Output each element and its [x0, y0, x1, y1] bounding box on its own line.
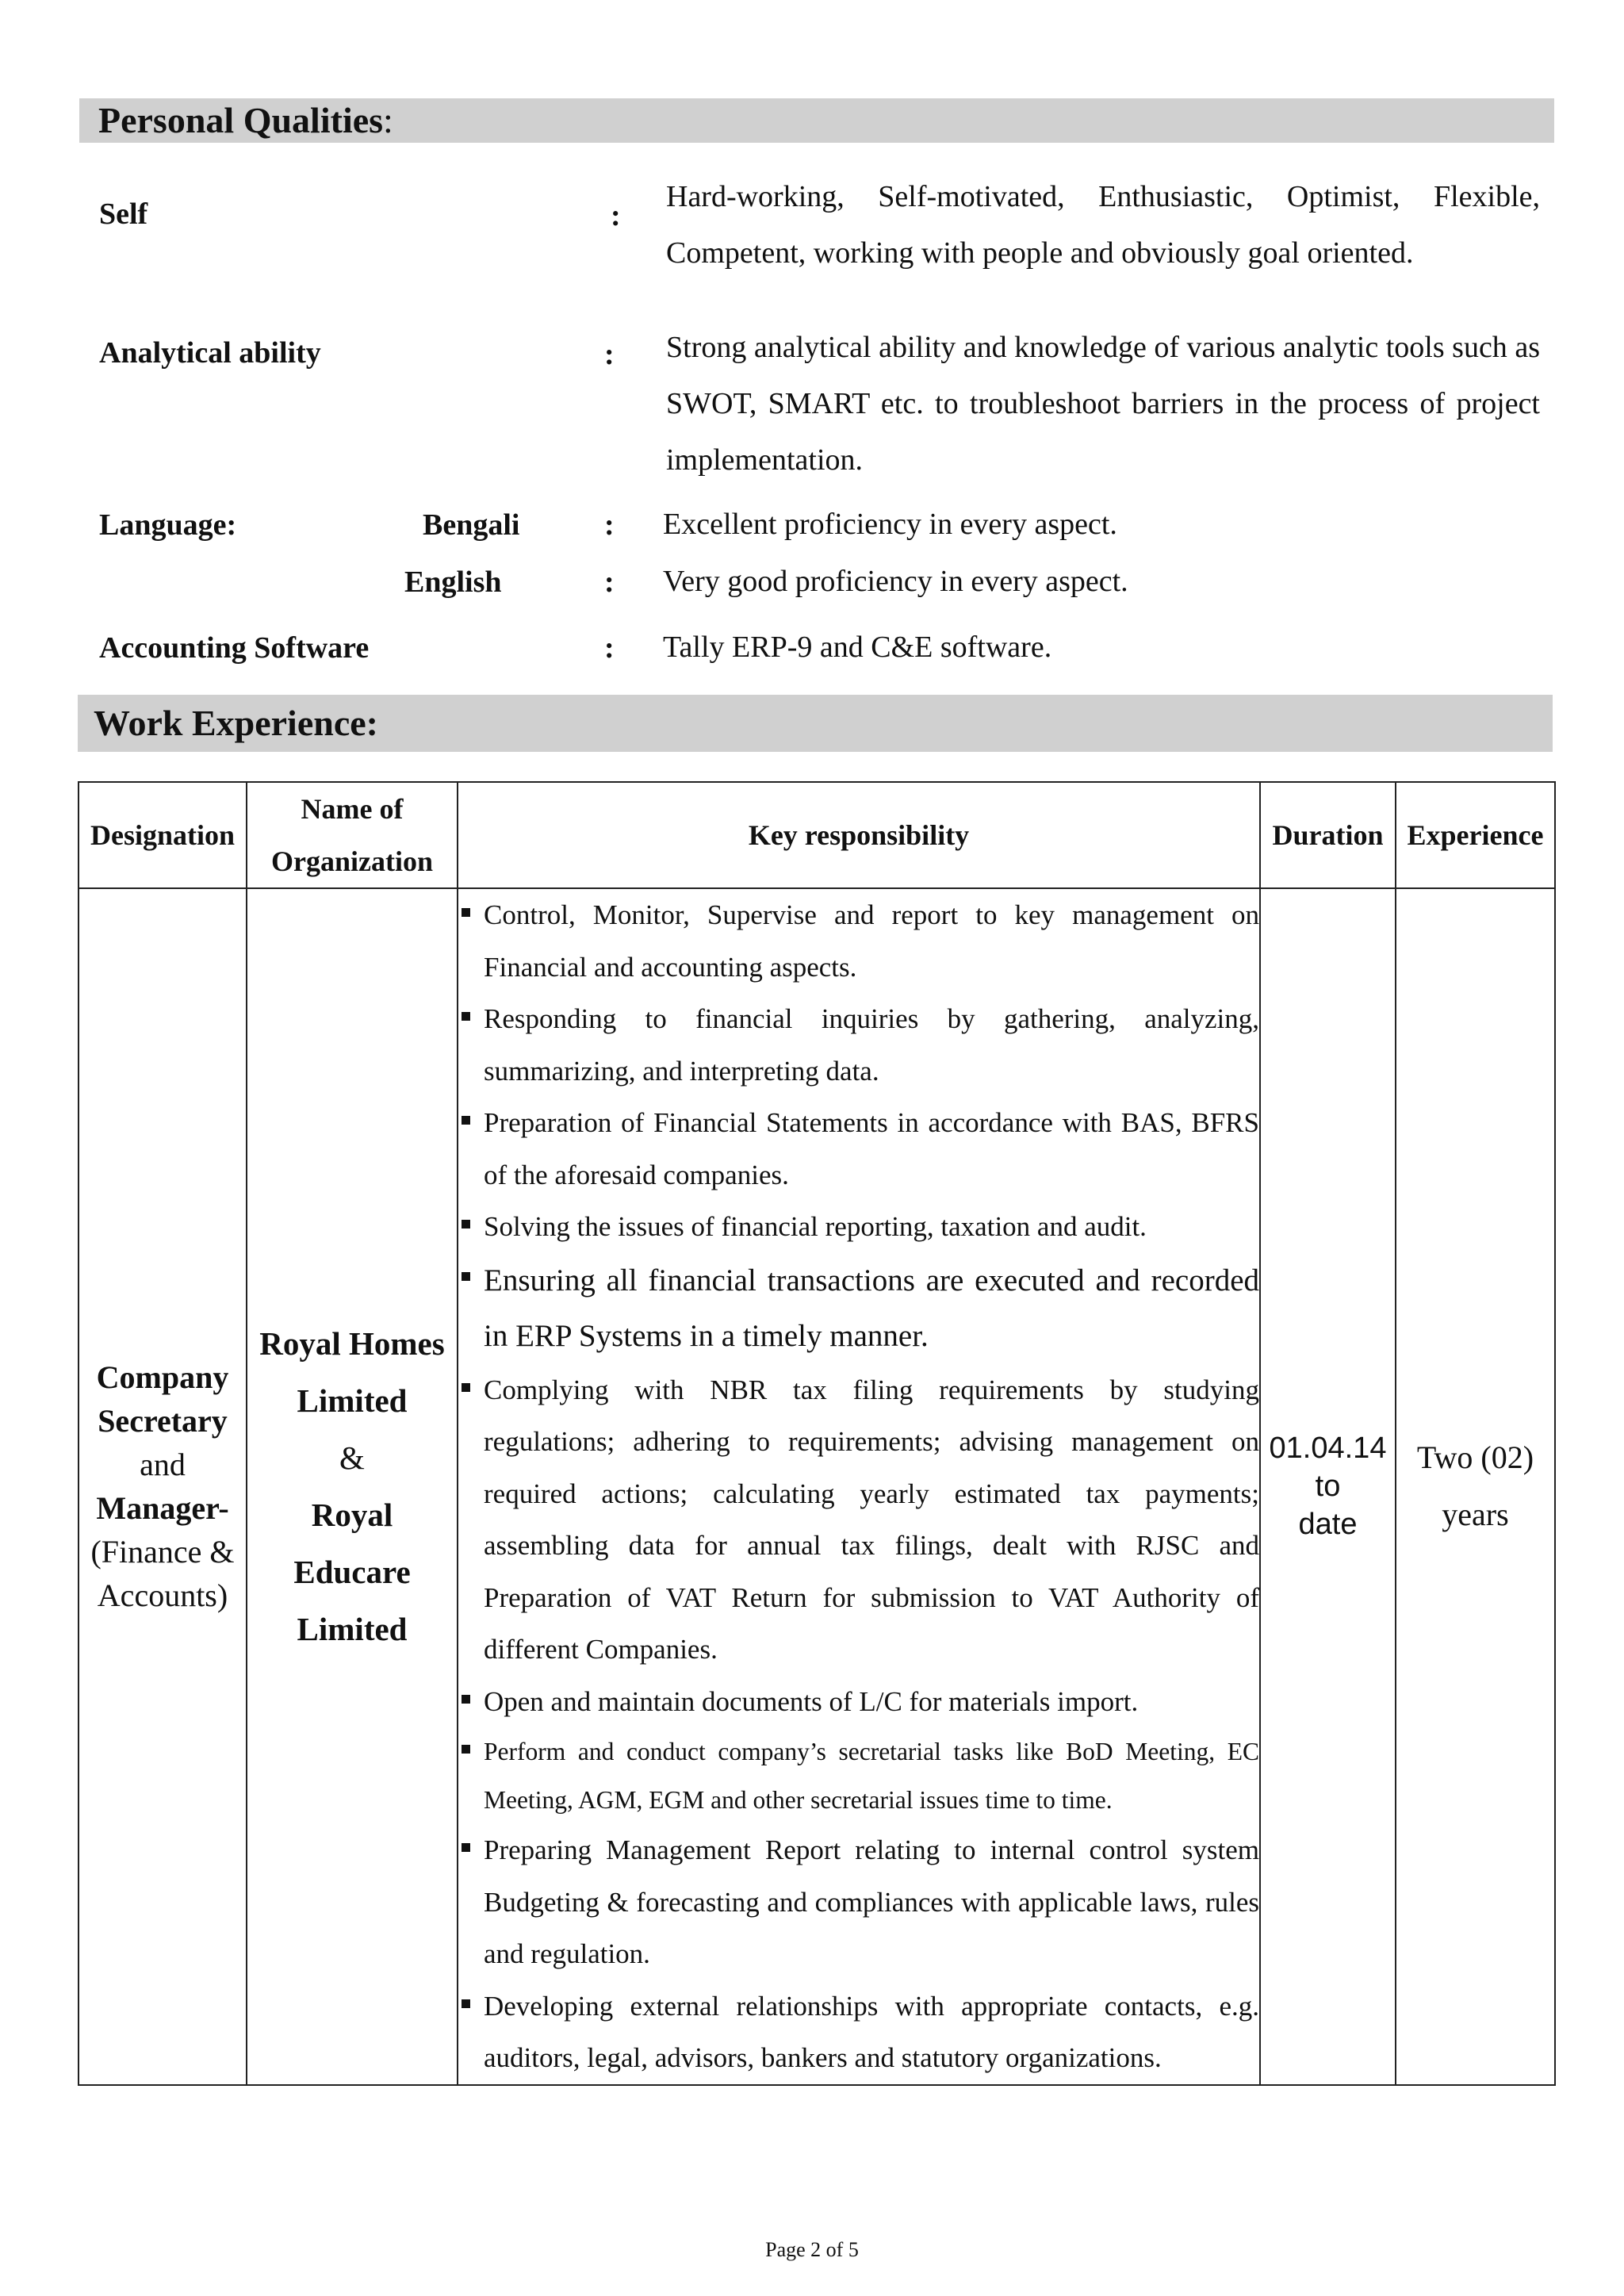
organization-header-line1: Name of: [301, 793, 404, 825]
duration-header: Duration: [1260, 782, 1396, 888]
english-colon: :: [604, 565, 615, 599]
designation-line: Secretary: [98, 1403, 228, 1439]
self-colon: :: [611, 199, 621, 232]
responsibility-list: [458, 889, 1259, 2084]
list-item: Perform and conduct company’s secretarial tasks like BoD Meeting, EC Meeting, AGM, EGM and other secretarial issues time to time.: [458, 1727, 1259, 1824]
designation-line: Manager-: [96, 1490, 229, 1527]
designation-line: (Finance &: [90, 1534, 235, 1570]
duration-line: to: [1315, 1470, 1341, 1504]
bengali-colon: :: [604, 508, 615, 542]
experience-header: Experience: [1396, 782, 1555, 888]
duration-line: 01.04.14: [1269, 1432, 1387, 1466]
organization-line: Royal: [311, 1497, 393, 1534]
list-item: Open and maintain documents of L/C for materials import.: [458, 1676, 1259, 1728]
organization-header: [247, 782, 458, 888]
designation-line: Company: [96, 1359, 229, 1396]
organization-header-line2: Organization: [271, 845, 433, 877]
experience-cell: [1396, 888, 1555, 2085]
bengali-label: Bengali: [423, 508, 520, 542]
accounting-software-text: Tally ERP-9 and C&E software.: [663, 631, 1052, 664]
organization-line: Royal Homes: [259, 1325, 445, 1363]
list-item: Preparing Management Report relating to internal control system Budgeting & forecasting and compliances with applicable laws, rules and regulation.: [458, 1824, 1259, 1980]
duration-line: date: [1298, 1508, 1358, 1542]
bengali-text: Excellent proficiency in every aspect.: [663, 508, 1117, 541]
analytical-ability-colon: :: [604, 338, 615, 371]
heading-colon: :: [383, 100, 393, 140]
english-text: Very good proficiency in every aspect.: [663, 565, 1128, 598]
list-item: Preparation of Financial Statements in accordance with BAS, BFRS of the aforesaid companies.: [458, 1097, 1259, 1201]
work-experience-heading: Work Experience:: [78, 695, 1553, 752]
list-item: Ensuring all financial transactions are executed and recorded in ERP Systems in a timely manner.: [458, 1253, 1259, 1364]
list-item: Solving the issues of financial reporting, taxation and audit.: [458, 1201, 1259, 1253]
organization-line: &: [339, 1439, 365, 1477]
language-label: Language:: [99, 508, 237, 542]
responsibility-cell: [458, 888, 1260, 2085]
english-label: English: [404, 565, 502, 599]
list-item: Control, Monitor, Supervise and report to key management on Financial and accounting aspects.: [458, 889, 1259, 993]
list-item: Responding to financial inquiries by gathering, analyzing, summarizing, and interpreting data.: [458, 993, 1259, 1097]
self-label: Self: [99, 197, 148, 231]
experience-line: Two (02): [1416, 1439, 1534, 1476]
duration-cell: [1260, 888, 1396, 2085]
personal-qualities-title: Personal Qualities: [98, 100, 384, 140]
organization-line: Limited: [297, 1611, 408, 1648]
organization-cell: [247, 888, 458, 2085]
table-header-row: [79, 782, 1555, 888]
designation-header: Designation: [79, 782, 247, 888]
list-item: Developing external relationships with appropriate contacts, e.g. auditors, legal, advisors, bankers and statutory organizations.: [458, 1980, 1259, 2084]
organization-line: Limited: [297, 1382, 408, 1420]
self-text: Hard-working, Self-motivated, Enthusiastic, Optimist, Flexible, Competent, working with people and obviously goal oriented.: [666, 180, 1540, 270]
work-experience-table: [78, 781, 1556, 2086]
accounting-software-colon: :: [604, 631, 615, 665]
list-item: Complying with NBR tax filing requirements by studying regulations; adhering to requirements; advising management on required actions; calculating yearly estimated tax payments; assembling data for annual tax filings, dealt with RJSC and Preparation of VAT Return for submission to VAT Authority of different Companies.: [458, 1364, 1259, 1676]
designation-line: and: [140, 1447, 186, 1483]
organization-line: Educare: [293, 1554, 411, 1591]
accounting-software-label: Accounting Software: [99, 631, 370, 665]
experience-line: years: [1442, 1497, 1509, 1533]
page-number: Page 2 of 5: [765, 2238, 859, 2261]
designation-cell: [79, 888, 247, 2085]
designation-line: Accounts): [97, 1577, 228, 1614]
responsibility-header: Key responsibility: [458, 782, 1260, 888]
personal-qualities-heading: [79, 98, 1554, 143]
analytical-ability-label: Analytical ability: [99, 336, 321, 370]
analytical-ability-text: Strong analytical ability and knowledge of various analytic tools such as SWOT, SMART etc. to troubleshoot barriers in the process of project implementation.: [666, 331, 1540, 477]
table-row: [79, 888, 1555, 2085]
